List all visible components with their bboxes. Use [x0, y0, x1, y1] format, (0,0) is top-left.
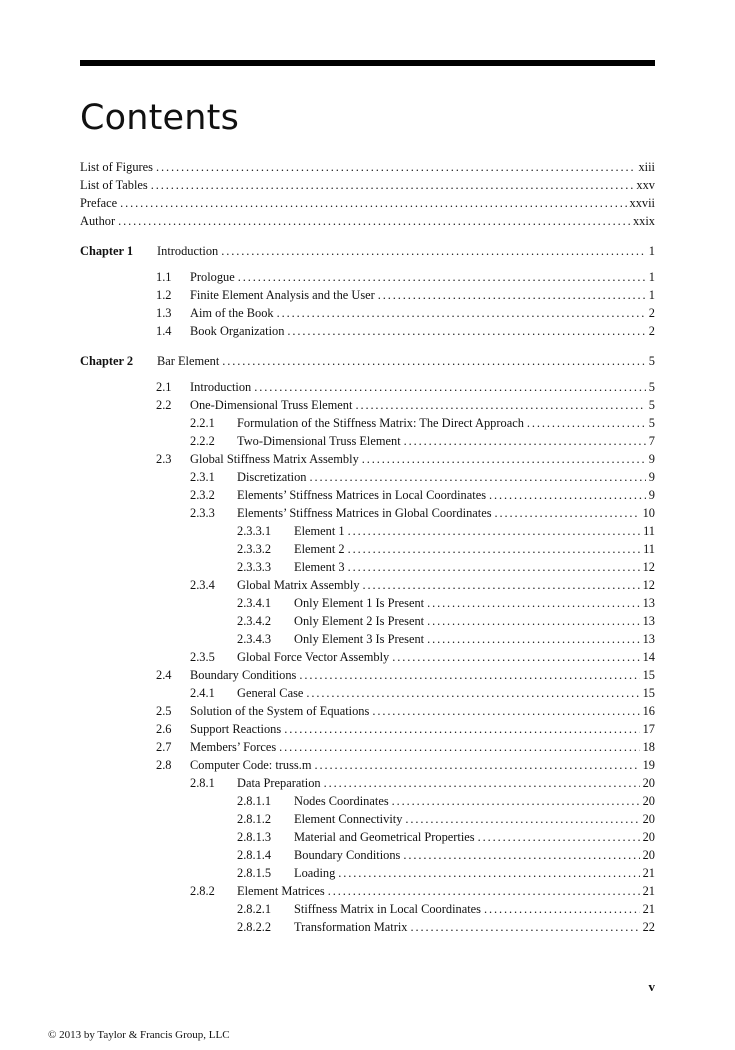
entry-page: xxvii: [629, 196, 655, 210]
entry-page: 20: [642, 848, 655, 862]
dot-leader: [392, 792, 640, 810]
entry-page: 19: [642, 758, 655, 772]
section-number: 2.3.2: [190, 488, 215, 502]
section-number: 2.3.4.2: [237, 614, 272, 628]
copyright-notice: © 2013 by Taylor & Francis Group, LLC: [48, 1029, 230, 1041]
entry-title: Elements’ Stiffness Matrices in Global Coordinates: [237, 506, 492, 520]
dot-leader: [363, 576, 640, 594]
dot-leader: [151, 176, 634, 194]
section-number: 2.3.3.3: [237, 560, 272, 574]
entry-page: 2: [648, 324, 655, 338]
entry-title: Only Element 3 Is Present: [294, 632, 425, 646]
section-number: 1.4: [156, 324, 172, 338]
section-number: 2.3: [156, 452, 172, 466]
dot-leader: [392, 648, 639, 666]
entry-page: 9: [648, 452, 655, 466]
toc-entry[interactable]: [80, 666, 655, 684]
entry-page: 18: [642, 740, 655, 754]
dot-leader: [405, 810, 639, 828]
dot-leader: [287, 322, 645, 340]
entry-title: Preface: [80, 196, 118, 210]
entry-page: 5: [648, 380, 655, 394]
toc-entry[interactable]: [80, 212, 655, 230]
section-number: 2.4: [156, 668, 172, 682]
toc-entry[interactable]: [80, 352, 655, 370]
entry-page: 1: [648, 288, 655, 302]
entry-page: 5: [648, 354, 655, 368]
entry-title: Only Element 1 Is Present: [294, 596, 425, 610]
entry-page: 20: [642, 776, 655, 790]
entry-page: 13: [642, 632, 655, 646]
chapter-label: Chapter 2: [80, 354, 134, 368]
toc-entry[interactable]: [80, 378, 655, 396]
dot-leader: [427, 630, 640, 648]
toc-entry[interactable]: [80, 828, 655, 846]
dot-leader: [378, 286, 646, 304]
entry-title: Bar Element: [157, 354, 220, 368]
entry-title: Members’ Forces: [190, 740, 277, 754]
section-number: 2.2.2: [190, 434, 215, 448]
entry-title: Two-Dimensional Truss Element: [237, 434, 401, 448]
dot-leader: [299, 666, 639, 684]
entry-title: Stiffness Matrix in Local Coordinates: [294, 902, 481, 916]
toc-entry[interactable]: [80, 576, 655, 594]
toc-entry[interactable]: [80, 504, 655, 522]
entry-page: 5: [648, 416, 655, 430]
dot-leader: [277, 304, 646, 322]
dot-leader: [427, 594, 640, 612]
toc-entry[interactable]: [80, 846, 655, 864]
section-number: 2.3.4.3: [237, 632, 272, 646]
dot-leader: [222, 352, 646, 370]
entry-title: One-Dimensional Truss Element: [190, 398, 353, 412]
entry-page: 14: [642, 650, 655, 664]
entry-title: Global Matrix Assembly: [237, 578, 360, 592]
dot-leader: [284, 720, 639, 738]
entry-title: Boundary Conditions: [190, 668, 297, 682]
dot-leader: [279, 738, 639, 756]
section-number: 2.1: [156, 380, 172, 394]
entry-page: 15: [642, 668, 655, 682]
entry-page: 22: [642, 920, 655, 934]
toc-entry[interactable]: [80, 468, 655, 486]
entry-page: xxix: [632, 214, 655, 228]
dot-leader: [527, 414, 646, 432]
section-number: 2.8.2.2: [237, 920, 272, 934]
toc-entry[interactable]: [80, 304, 655, 322]
section-number: 2.7: [156, 740, 172, 754]
dot-leader: [315, 756, 640, 774]
toc-entry[interactable]: [80, 720, 655, 738]
dot-leader: [478, 828, 640, 846]
dot-leader: [348, 540, 640, 558]
entry-page: 1: [648, 270, 655, 284]
page-number: v: [648, 979, 655, 994]
toc-entry[interactable]: [80, 738, 655, 756]
entry-title: Material and Geometrical Properties: [294, 830, 475, 844]
dot-leader: [489, 486, 646, 504]
dot-leader: [410, 918, 639, 936]
entry-title: Element 1: [294, 524, 345, 538]
entry-page: 20: [642, 812, 655, 826]
toc-entry[interactable]: [80, 882, 655, 900]
toc-entry[interactable]: [80, 648, 655, 666]
toc-entry[interactable]: [80, 702, 655, 720]
toc-entry[interactable]: [80, 684, 655, 702]
dot-leader: [324, 774, 640, 792]
entry-page: 13: [642, 614, 655, 628]
table-of-contents: [80, 158, 655, 936]
entry-title: Author: [80, 214, 116, 228]
entry-page: 17: [642, 722, 655, 736]
entry-page: 16: [642, 704, 655, 718]
entry-title: Global Stiffness Matrix Assembly: [190, 452, 359, 466]
toc-entry[interactable]: [80, 432, 655, 450]
section-number: 2.3.3.2: [237, 542, 272, 556]
section-number: 1.2: [156, 288, 172, 302]
section-number: 2.8.1.4: [237, 848, 272, 862]
toc-entry[interactable]: [80, 918, 655, 936]
entry-page: 21: [642, 866, 655, 880]
dot-leader: [484, 900, 640, 918]
entry-page: 12: [642, 578, 655, 592]
entry-page: 20: [642, 794, 655, 808]
section-number: 2.8.1.3: [237, 830, 272, 844]
entry-title: List of Figures: [80, 160, 153, 174]
toc-entry[interactable]: [80, 630, 655, 648]
page-title: Contents: [80, 98, 240, 138]
entry-title: Element 2: [294, 542, 345, 556]
entry-title: Element Connectivity: [294, 812, 403, 826]
entry-title: Aim of the Book: [190, 306, 274, 320]
entry-title: Global Force Vector Assembly: [237, 650, 390, 664]
entry-page: xxv: [636, 178, 655, 192]
dot-leader: [427, 612, 640, 630]
toc-entry[interactable]: [80, 286, 655, 304]
section-number: 2.3.5: [190, 650, 215, 664]
entry-title: Finite Element Analysis and the User: [190, 288, 375, 302]
entry-page: 9: [648, 488, 655, 502]
section-number: 2.8.1.1: [237, 794, 272, 808]
dot-leader: [348, 558, 640, 576]
dot-leader: [495, 504, 640, 522]
header-rule: [80, 60, 655, 66]
dot-leader: [120, 194, 626, 212]
section-number: 2.3.3: [190, 506, 215, 520]
toc-entry[interactable]: [80, 774, 655, 792]
entry-title: Nodes Coordinates: [294, 794, 389, 808]
toc-entry[interactable]: [80, 396, 655, 414]
section-number: 2.3.4.1: [237, 596, 272, 610]
toc-entry[interactable]: [80, 242, 655, 260]
entry-page: 1: [648, 244, 655, 258]
entry-title: Loading: [294, 866, 336, 880]
section-number: 2.8: [156, 758, 172, 772]
toc-entry[interactable]: [80, 414, 655, 432]
section-number: 2.3.1: [190, 470, 215, 484]
dot-leader: [221, 242, 646, 260]
entry-title: List of Tables: [80, 178, 148, 192]
toc-entry[interactable]: [80, 810, 655, 828]
toc-entry[interactable]: [80, 522, 655, 540]
section-number: 2.2.1: [190, 416, 215, 430]
section-number: 1.1: [156, 270, 172, 284]
toc-entry[interactable]: [80, 558, 655, 576]
chapter-label: Chapter 1: [80, 244, 134, 258]
section-number: 2.6: [156, 722, 172, 736]
dot-leader: [348, 522, 640, 540]
entry-title: Computer Code: truss.m: [190, 758, 312, 772]
entry-title: Boundary Conditions: [294, 848, 401, 862]
entry-title: Data Preparation: [237, 776, 321, 790]
section-number: 2.8.1.5: [237, 866, 272, 880]
dot-leader: [118, 212, 630, 230]
dot-leader: [403, 846, 639, 864]
toc-entry[interactable]: [80, 540, 655, 558]
toc-entry[interactable]: [80, 612, 655, 630]
entry-page: 10: [642, 506, 655, 520]
entry-title: Transformation Matrix: [294, 920, 408, 934]
toc-entry[interactable]: [80, 594, 655, 612]
section-number: 2.8.2: [190, 884, 215, 898]
entry-page: 12: [642, 560, 655, 574]
dot-leader: [372, 702, 639, 720]
toc-entry[interactable]: [80, 900, 655, 918]
section-number: 2.2: [156, 398, 172, 412]
entry-page: 13: [642, 596, 655, 610]
entry-page: 11: [643, 524, 655, 538]
entry-title: Discretization: [237, 470, 307, 484]
toc-entry[interactable]: [80, 864, 655, 882]
entry-title: Solution of the System of Equations: [190, 704, 370, 718]
entry-page: 2: [648, 306, 655, 320]
toc-entry[interactable]: [80, 792, 655, 810]
entry-page: 21: [642, 902, 655, 916]
dot-leader: [328, 882, 640, 900]
entry-page: 7: [648, 434, 655, 448]
entry-title: Element 3: [294, 560, 345, 574]
toc-entry[interactable]: [80, 268, 655, 286]
entry-page: 9: [648, 470, 655, 484]
entry-title: Book Organization: [190, 324, 285, 338]
section-number: 2.5: [156, 704, 172, 718]
entry-page: 5: [648, 398, 655, 412]
toc-entry[interactable]: [80, 194, 655, 212]
entry-title: General Case: [237, 686, 304, 700]
section-number: 2.4.1: [190, 686, 215, 700]
dot-leader: [306, 684, 639, 702]
dot-leader: [156, 158, 636, 176]
dot-leader: [238, 268, 646, 286]
dot-leader: [404, 432, 646, 450]
toc-entry[interactable]: [80, 450, 655, 468]
toc-entry[interactable]: [80, 756, 655, 774]
section-number: 2.8.1.2: [237, 812, 272, 826]
entry-title: Introduction: [190, 380, 252, 394]
entry-title: Elements’ Stiffness Matrices in Local Coordinates: [237, 488, 487, 502]
entry-title: Introduction: [157, 244, 219, 258]
entry-title: Prologue: [190, 270, 235, 284]
toc-entry[interactable]: [80, 322, 655, 340]
entry-title: Support Reactions: [190, 722, 282, 736]
toc-entry[interactable]: [80, 486, 655, 504]
entry-page: 11: [643, 542, 655, 556]
toc-entry[interactable]: [80, 158, 655, 176]
dot-leader: [362, 450, 646, 468]
dot-leader: [310, 468, 646, 486]
entry-page: 15: [642, 686, 655, 700]
section-number: 2.3.3.1: [237, 524, 272, 538]
entry-title: Formulation of the Stiffness Matrix: The Direct Approach: [237, 416, 524, 430]
dot-leader: [254, 378, 646, 396]
dot-leader: [338, 864, 639, 882]
section-number: 1.3: [156, 306, 172, 320]
entry-title: Only Element 2 Is Present: [294, 614, 425, 628]
entry-page: xiii: [638, 160, 655, 174]
dot-leader: [355, 396, 645, 414]
section-number: 2.3.4: [190, 578, 215, 592]
toc-entry[interactable]: [80, 176, 655, 194]
entry-page: 20: [642, 830, 655, 844]
section-number: 2.8.1: [190, 776, 215, 790]
section-number: 2.8.2.1: [237, 902, 272, 916]
entry-title: Element Matrices: [237, 884, 325, 898]
entry-page: 21: [642, 884, 655, 898]
